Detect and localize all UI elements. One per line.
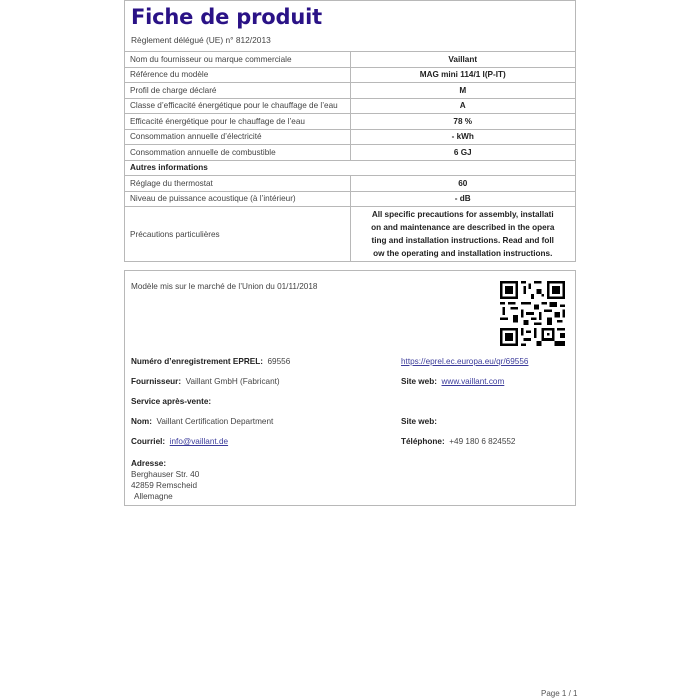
email: Courriel: info@vaillant.de	[131, 437, 229, 446]
after-sales-heading: Service après-vente:	[131, 397, 212, 406]
table-row: Niveau de puissance acoustique (à l’intérieur) - dB	[125, 191, 575, 207]
product-sheet	[124, 0, 576, 262]
spec-table	[125, 51, 575, 261]
website-link[interactable]: www.vaillant.com	[441, 377, 505, 386]
eprel-number: 69556	[267, 357, 291, 366]
table-row: Efficacité énergétique pour le chauffage de l’eau 78 %	[125, 114, 575, 130]
eprel-url-link[interactable]: https://eprel.ec.europa.eu/qr/69556	[401, 357, 529, 366]
service-name: Nom: Vaillant Certification Department	[131, 417, 274, 426]
table-row: Référence du modèle MAG mini 114/1 I(P-IT)	[125, 67, 575, 83]
table-row: Classe d’efficacité énergétique pour le chauffage de l’eau A	[125, 98, 575, 114]
page-number: Page 1 / 1	[541, 689, 578, 698]
eprel-registration: Numéro d’enregistrement EPREL: 69556	[131, 357, 291, 366]
service-website: Site web:	[401, 417, 437, 426]
supplier-info-panel	[124, 270, 576, 506]
table-row: Consommation annuelle de combustible 6 GJ	[125, 145, 575, 161]
table-row: Nom du fournisseur ou marque commerciale Vaillant	[125, 52, 575, 68]
email-link[interactable]: info@vaillant.de	[169, 437, 229, 446]
address: Adresse: Berghauser Str. 40 42859 Remscheid Allemagne	[131, 459, 200, 501]
market-date: Modèle mis sur le marché de l’Union du 01/11/2018	[131, 282, 318, 291]
qr-code-icon[interactable]	[500, 281, 565, 346]
table-row: Consommation annuelle d’électricité - kWh	[125, 129, 575, 145]
regulation-reference: Règlement délégué (UE) n° 812/2013	[131, 35, 271, 45]
page-title: Fiche de produit	[131, 5, 322, 29]
section-header-other-info: Autres informations	[125, 160, 575, 176]
supplier: Fournisseur: Vaillant GmbH (Fabricant)	[131, 377, 280, 386]
supplier-website: Site web: www.vaillant.com	[401, 377, 505, 386]
table-row-precautions: Précautions particulières All specific precautions for assembly, installati on and maintenance are described in the opera ting and installation instructions. Read and foll ow the operating and installation instructions.	[125, 207, 575, 262]
table-row: Réglage du thermostat 60	[125, 176, 575, 192]
phone: Téléphone: +49 180 6 824552	[401, 437, 516, 446]
precautions-text: All specific precautions for assembly, installati on and maintenance are described in the opera ting and installation instructions. Read and foll ow the operating and installation instructions.	[350, 207, 575, 262]
table-row: Profil de charge déclaré M	[125, 83, 575, 99]
